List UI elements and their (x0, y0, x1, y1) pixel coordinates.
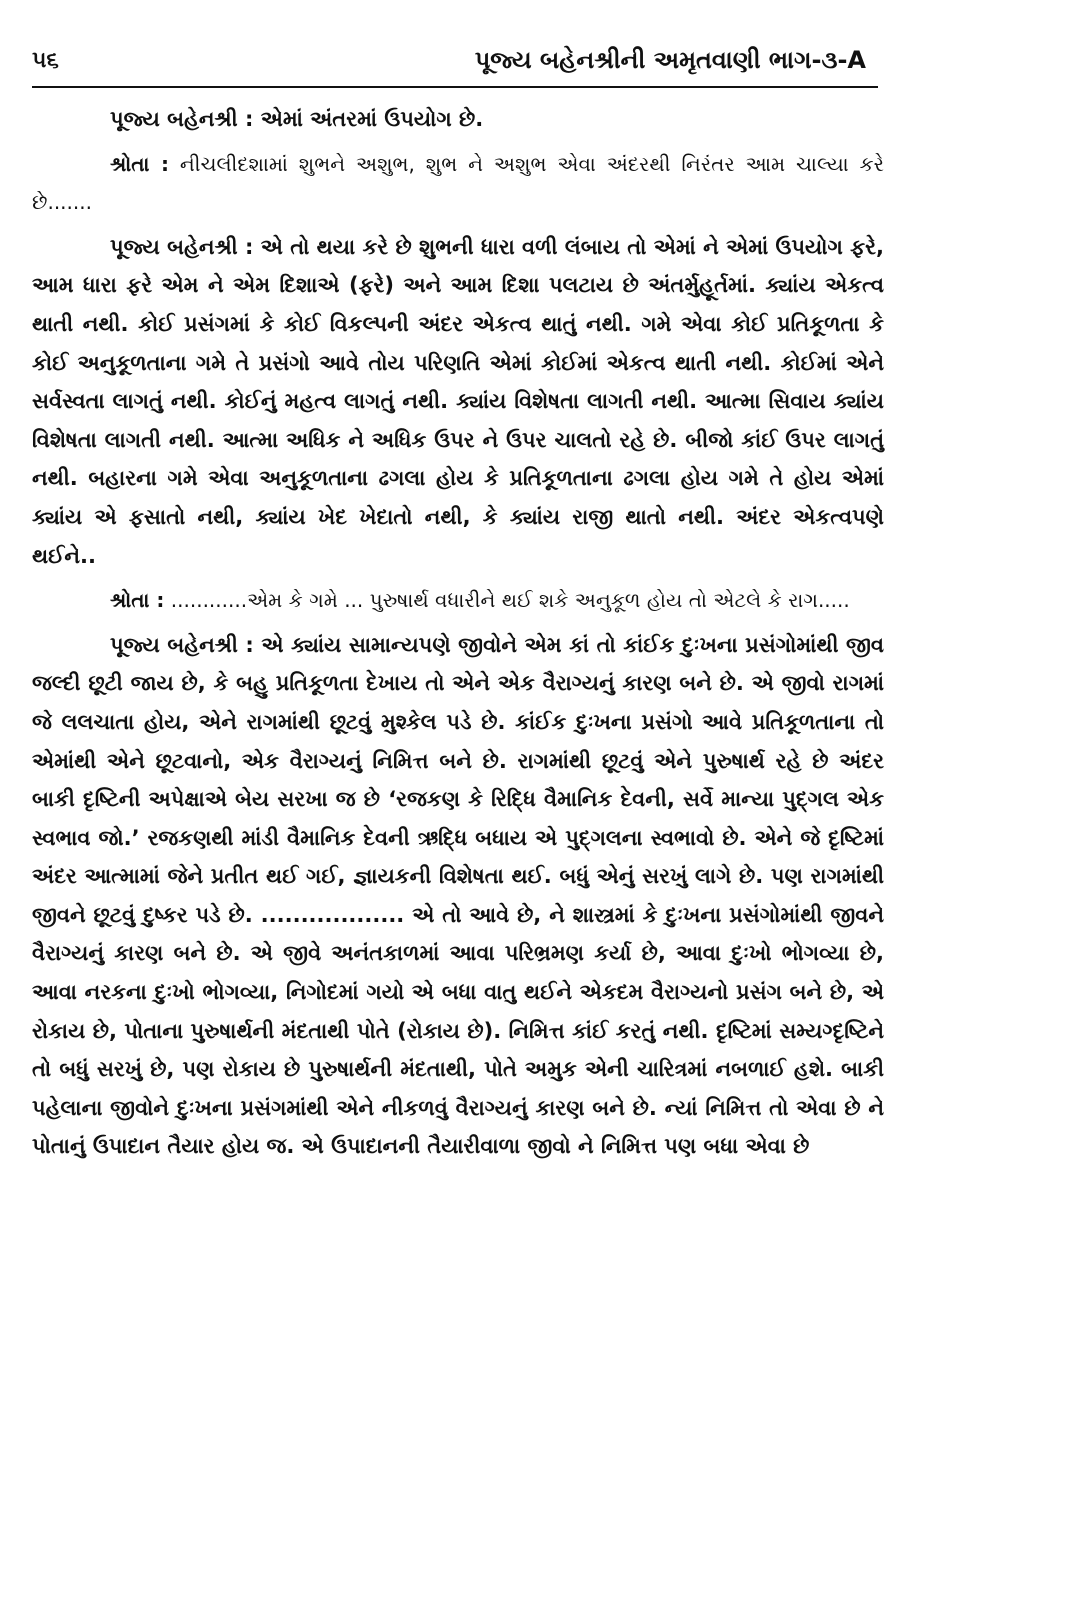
paragraph-text: ............એમ કે ગમે ... પુરુષાર્થ વધારીને થઈ શકે અનુકૂળ હોય તો એટલે કે રાગ..... (164, 588, 850, 613)
speaker-label: પૂજ્ય બહેનશ્રી : (110, 107, 254, 131)
speaker-label: શ્રોતા : (110, 588, 165, 613)
paragraph-text: એ તો થયા કરે છે શુભની ધારા વળી લંબાય તો એમાં ને એમાં ઉપયોગ ફરે, આમ ધારા ફરે એમ ને એમ દિશાએ (ફરે) અને આમ દિશા પલટાય છે અંતર્મુહૂર્તમાં. ક્યાંય એકત્વ થાતી નથી. કોઈ પ્રસંગમાં કે કોઈ વિકલ્પની અંદર એકત્વ થાતું નથી. ગમે એવા કોઈ પ્રતિકૂળતા કે કોઈ અનુકૂળતાના ગમે તે પ્રસંગો આવે તોય પરિણતિ એમાં કોઈમાં એકત્વ થાતી નથી. કોઈમાં એને સર્વસ્વતા લાગતું નથી. કોઈનું મહત્વ લાગતું નથી. ક્યાંય વિશેષતા લાગતી નથી. આત્મા સિવાય ક્યાંય વિશેષતા લાગતી નથી. આત્મા અધિક ને અધિક ઉપર ને ઉપર ચાલતો રહે છે. બીજો કાંઈ ઉપર લાગતું નથી. બહારના ગમે એવા અનુકૂળતાના ઢગલા હોય કે પ્રતિકૂળતાના ઢગલા હોય ગમે તે હોય એમાં ક્યાંય એ ફસાતો નથી, ક્યાંય ખેદ ખેદાતો નથી, કે ક્યાંય રાજી થાતો નથી. અંદર એકત્વપણે થઈને.. (32, 234, 884, 568)
paragraph-text: નીચલીદશામાં શુભને અશુભ, શુભ ને અશુભ એવા અંદરથી નિરંતર આમ ચાલ્યા કરે છે....... (32, 151, 885, 215)
dialogue-paragraph-3 (32, 228, 884, 575)
page-body (32, 100, 884, 1172)
paragraph-text: એમાં અંતરમાં ઉપયોગ છે. (253, 107, 484, 131)
paragraph-text: એ ક્યાંય સામાન્યપણે જીવોને એમ કાં તો કાંઈક દુઃખના પ્રસંગોમાંથી જીવ જલ્દી છૂટી જાય છે, કે બહુ પ્રતિકૂળતા દેખાય તો એને એક વૈરાગ્યનું કારણ બને છે. એ જીવો રાગમાં જે લલચાતા હોય, એને રાગમાંથી છૂટવું મુશ્કેલ પડે છે. કાંઈક દુઃખના પ્રસંગો આવે પ્રતિકૂળતાના તો એમાંથી એને છૂટવાનો, એક વૈરાગ્યનું નિમિત્ત બને છે. રાગમાંથી છૂટવું એને પુરુષાર્થ રહે છે અંદર બાકી દૃષ્ટિની અપેક્ષાએ બેય સરખા જ છે ‘રજકણ કે રિદ્ધિ વૈમાનિક દેવની, સર્વે માન્યા પુદ્ગલ એક સ્વભાવ જો.’ રજકણથી માંડી વૈમાનિક દેવની ઋદ્ધિ બધાય એ પુદ્ગલના સ્વભાવો છે. એને જે દૃષ્ટિમાં અંદર આત્મામાં જેને પ્રતીત થઈ ગઈ, જ્ઞાયકની વિશેષતા થઈ. બધું એનું સરખું લાગે છે. પણ રાગમાંથી જીવને છૂટવું દુષ્કર પડે છે. .................. એ તો આવે છે, ને શાસ્ત્રમાં કે દુઃખના પ્રસંગોમાંથી જીવને વૈરાગ્યનું કારણ બને છે. એ જીવે અનંતકાળમાં આવા પરિભ્રમણ કર્યા છે, આવા દુઃખો ભોગવ્યા છે, આવા નરકના દુઃખો ભોગવ્યા, નિગોદમાં ગયો એ બધા વાતુ થઈને એકદમ વૈરાગ્યનો પ્રસંગ બને છે, એ રોકાય છે, પોતાના પુરુષાર્થની મંદતાથી પોતે (રોકાય છે). નિમિત્ત કાંઈ કરતું નથી. દૃષ્ટિમાં સમ્યગ્દૃષ્ટિને તો બધું સરખું છે, પણ રોકાય છે પુરુષાર્થની મંદતાથી, પોતે અમુક એની ચારિત્રમાં નબળાઈ હશે. બાકી પહેલાના જીવોને દુઃખના પ્રસંગમાંથી એને નીકળવું વૈરાગ્યનું કારણ બને છે. ન્યાં નિમિત્ત તો એવા છે ને પોતાનું ઉપાદાન તૈયાર હોય જ. એ ઉપાદાનની તૈયારીવાળા જીવો ને નિમિત્ત પણ બધા એવા છે (32, 632, 884, 1159)
dialogue-paragraph-4 (32, 581, 884, 620)
book-title: પૂજ્ય બહેનશ્રીની અમૃતવાણી ભાગ-૩-A (474, 46, 866, 74)
dialogue-paragraph-5 (32, 626, 884, 1166)
speaker-label: પૂજ્ય બહેનશ્રી : (110, 632, 254, 657)
dialogue-paragraph-2 (32, 145, 884, 222)
dialogue-paragraph-1 (32, 100, 884, 139)
page-number: ૫૬ (32, 48, 59, 73)
speaker-label: પૂજ્ય બહેનશ્રી : (110, 234, 254, 259)
page-header (32, 42, 878, 88)
speaker-label: શ્રોતા : (110, 151, 169, 176)
